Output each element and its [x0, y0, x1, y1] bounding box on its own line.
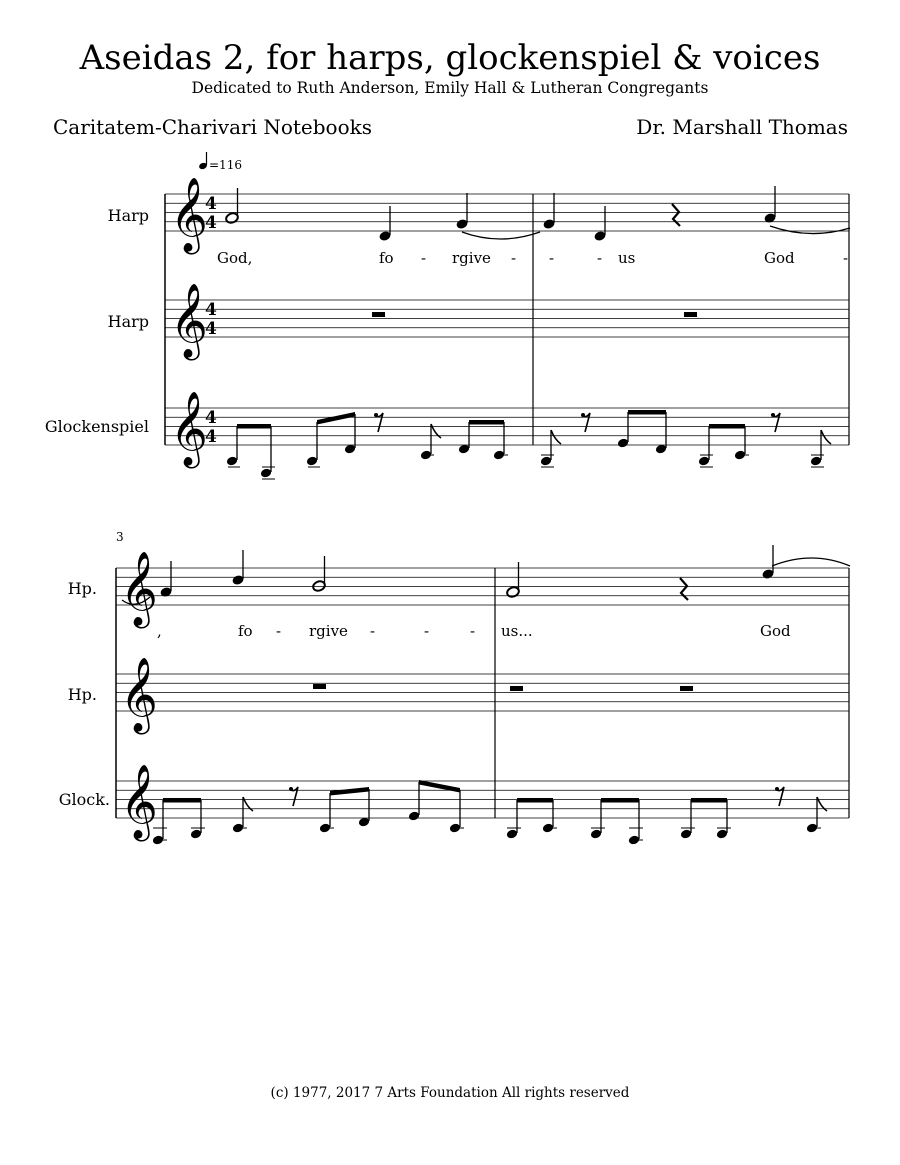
- lyric-syllable: God,: [217, 249, 253, 267]
- copyright-notice: (c) 1977, 2017 7 Arts Foundation All rights reserved: [270, 1085, 630, 1101]
- lyric-hyphen: -: [276, 622, 282, 640]
- score-title: Aseidas 2, for harps, glockenspiel & voices: [79, 38, 821, 78]
- lyric-syllable: ,: [157, 622, 162, 640]
- treble-clef-icon: 𝄞: [170, 178, 208, 252]
- treble-clef-icon: 𝄞: [120, 658, 158, 732]
- score-subtitle: Dedicated to Ruth Anderson, Emily Hall & Lutheran Congregants: [191, 79, 709, 97]
- lyric-syllable: God: [764, 249, 795, 267]
- staff-glockenspiel: [116, 781, 849, 818]
- lyrics-system-2: [157, 622, 791, 640]
- glockenspiel-notes: [152, 780, 827, 846]
- composer-name: Dr. Marshall Thomas: [636, 115, 848, 139]
- svg-text:4: 4: [205, 194, 217, 214]
- lyric-syllable: us...: [501, 622, 533, 640]
- treble-clef-icon: 𝄞: [170, 392, 208, 466]
- instrument-name-glockenspiel: Glock.: [58, 790, 110, 809]
- instrument-name-harp-1: Harp: [107, 206, 149, 225]
- lyric-hyphen: -: [370, 622, 376, 640]
- time-signature: [205, 194, 217, 447]
- publisher-name: Caritatem-Charivari Notebooks: [53, 115, 373, 139]
- instrument-name-glockenspiel: Glockenspiel: [44, 417, 149, 436]
- harp-2-rests: [372, 312, 697, 317]
- lyric-syllable: rgive: [309, 622, 348, 640]
- staff-harp-2: [165, 300, 849, 337]
- lyric-hyphen: -: [424, 622, 430, 640]
- tempo-marking: [198, 152, 242, 172]
- instrument-name-harp-2: Hp.: [67, 685, 97, 704]
- lyric-hyphen: -: [511, 249, 517, 267]
- treble-clef-icon: 𝄞: [170, 284, 208, 358]
- lyric-hyphen: -: [549, 249, 555, 267]
- lyric-hyphen: -: [843, 249, 849, 267]
- svg-text:4: 4: [205, 408, 217, 428]
- lyric-syllable: fo: [379, 249, 394, 267]
- svg-text:4: 4: [205, 300, 217, 320]
- lyric-syllable: fo: [238, 622, 253, 640]
- lyric-hyphen: -: [470, 622, 476, 640]
- lyric-hyphen: -: [597, 249, 603, 267]
- lyric-syllable: God: [760, 622, 791, 640]
- staff-harp-2: [116, 674, 849, 711]
- measure-number: 3: [116, 530, 124, 544]
- lyric-syllable: rgive: [452, 249, 491, 267]
- tempo-value: =116: [209, 158, 242, 172]
- svg-text:4: 4: [205, 427, 217, 447]
- harp-2-rests: [313, 684, 693, 691]
- staff-harp-1: [116, 568, 849, 605]
- treble-clef-icon: 𝄞: [120, 552, 158, 626]
- svg-text:4: 4: [205, 319, 217, 339]
- glockenspiel-notes: [226, 410, 831, 479]
- instrument-name-harp-2: Harp: [107, 312, 149, 331]
- staff-harp-1: [165, 194, 849, 231]
- system-2: [59, 530, 850, 846]
- instrument-name-harp-1: Hp.: [67, 579, 97, 598]
- system-1: [45, 152, 850, 479]
- svg-text:4: 4: [205, 213, 217, 233]
- lyric-hyphen: -: [421, 249, 427, 267]
- treble-clef-icon: 𝄞: [120, 765, 158, 839]
- lyric-syllable: us: [618, 249, 636, 267]
